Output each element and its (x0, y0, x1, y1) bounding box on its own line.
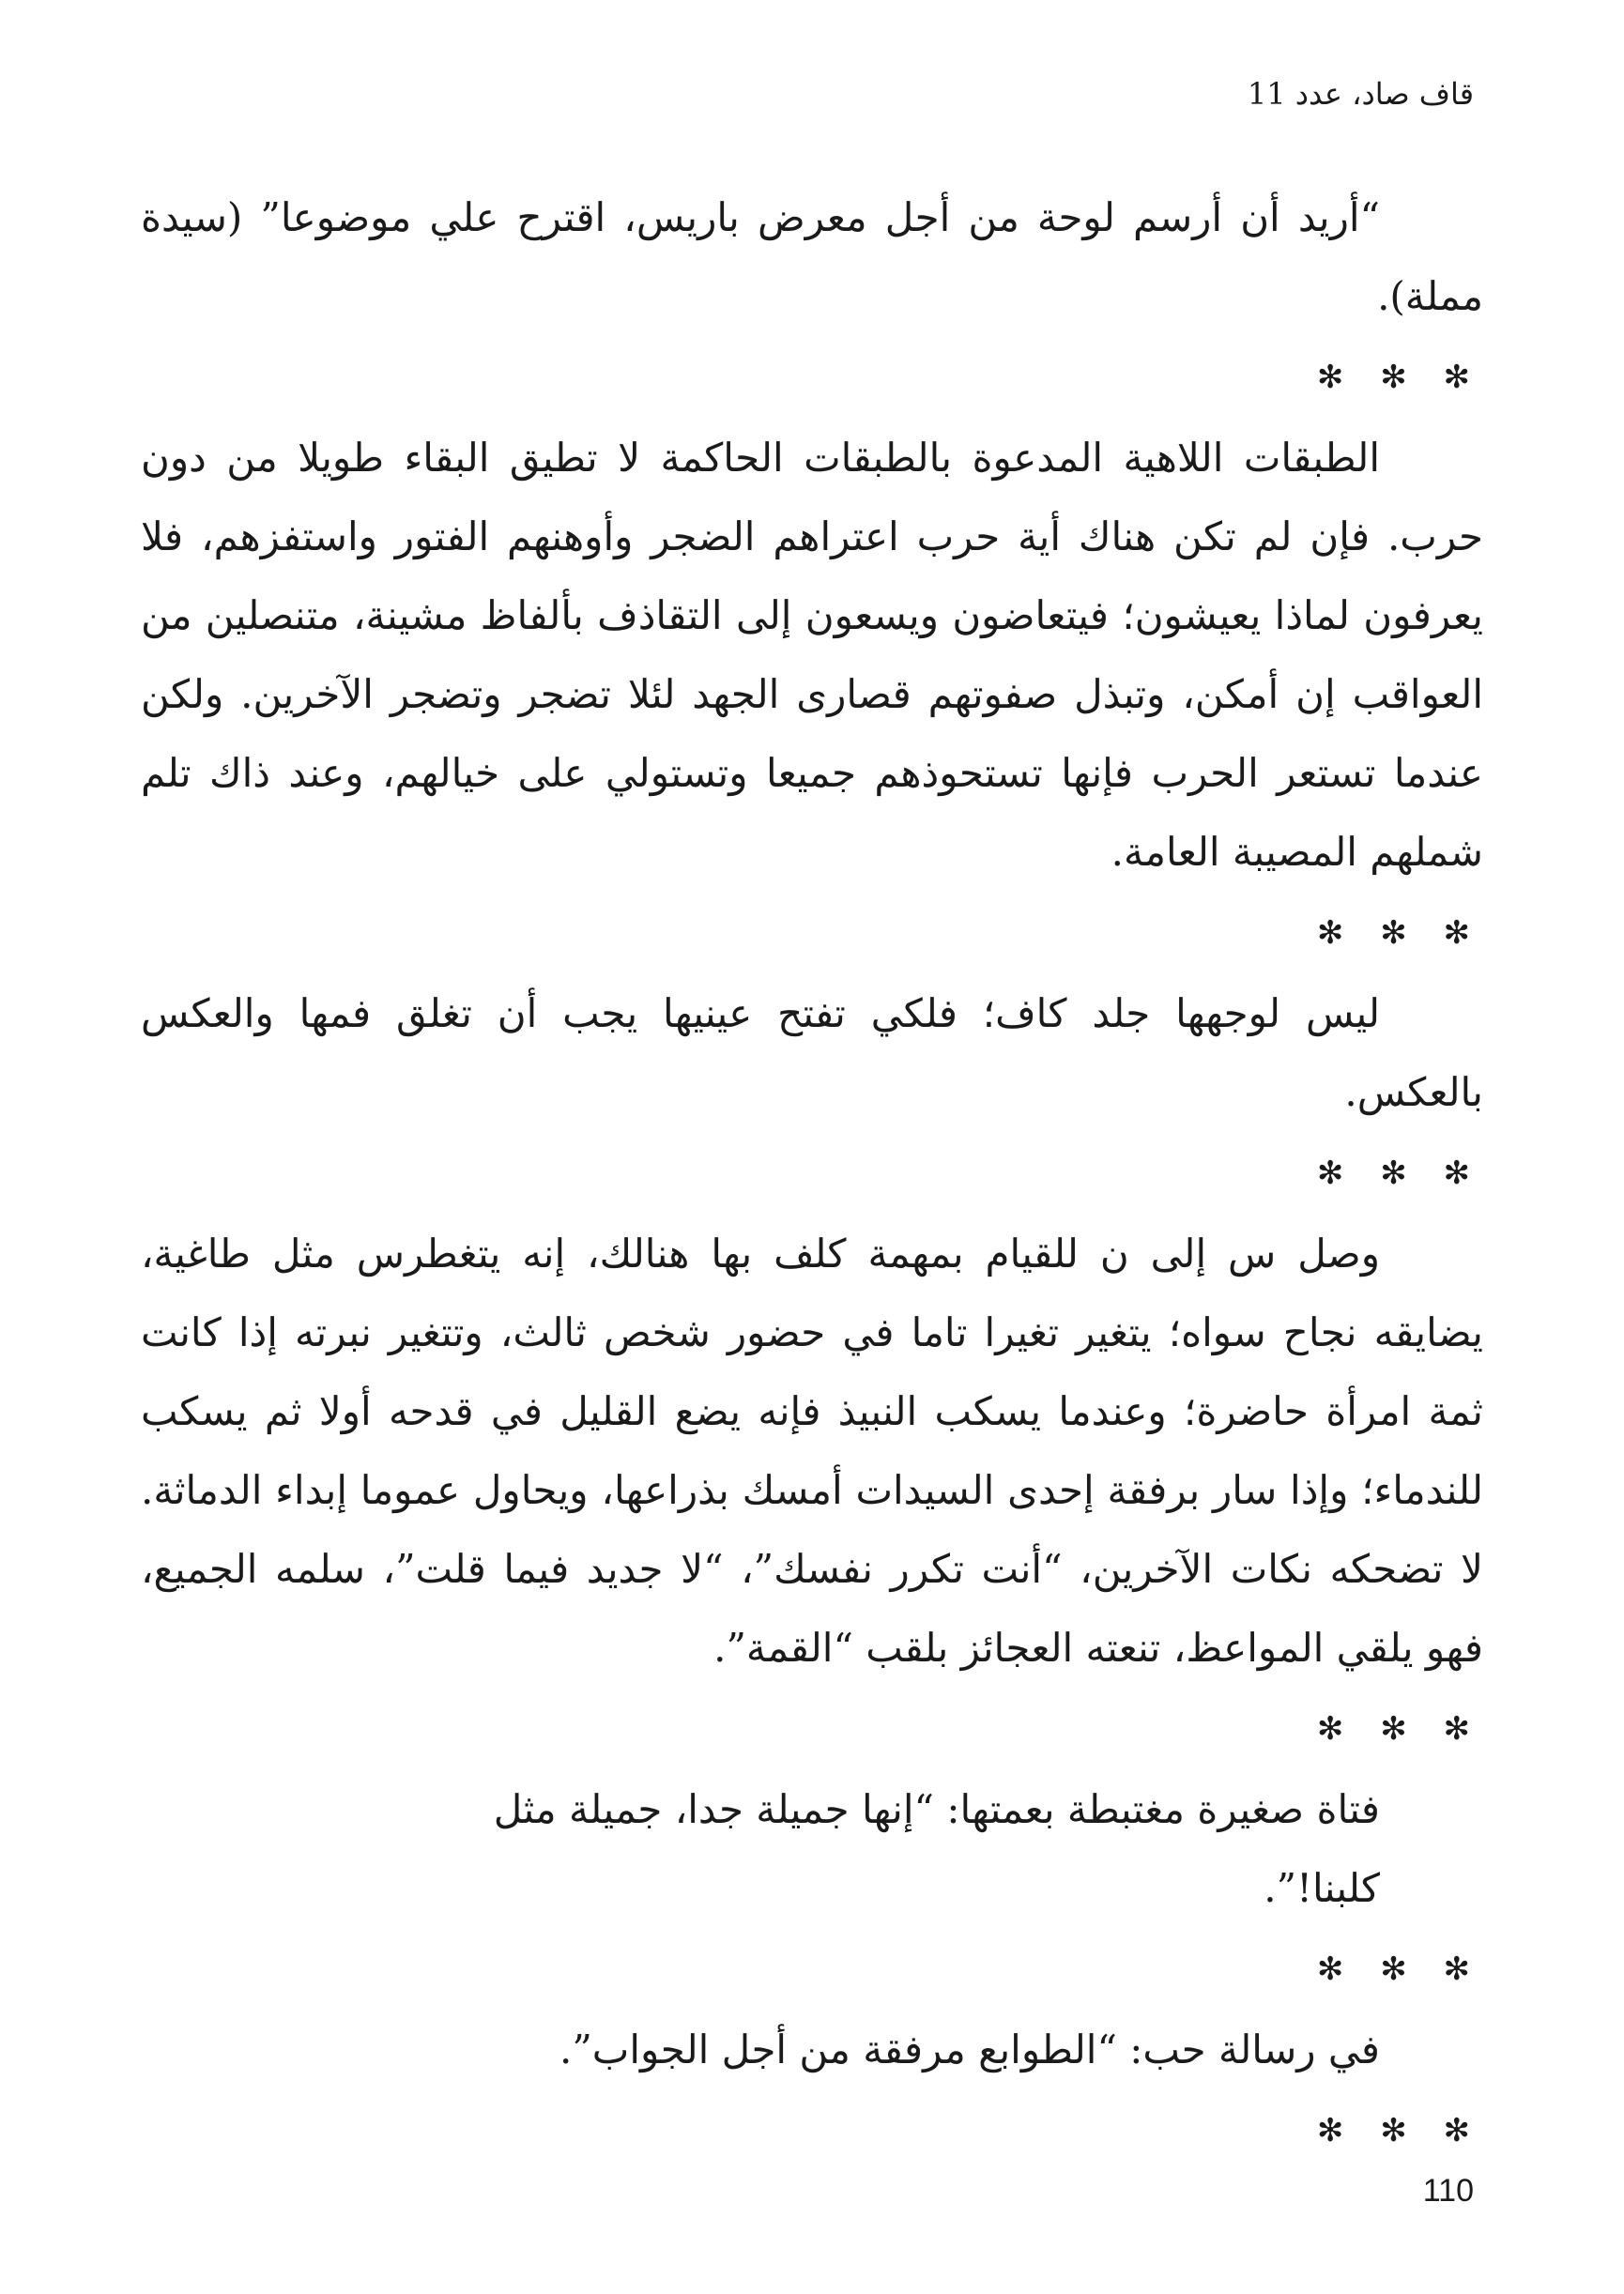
section-separator: ✻ ✻ ✻ (1316, 1155, 1483, 1192)
paragraph-ruling-classes: الطبقات اللاهية المدعوة بالطبقات الحاكمة لا تطيق البقاء طويلا من دون حرب. فإن لم تكن هناك أية حرب اعتراهم الضجر وأوهنهم الفتور واستفزهم، فلا يعرفون لماذا يعيشون؛ فيتعاضون ويسعون إلى التقاذف بألفاظ مشينة، متنصلين من العواقب إن أمكن، وتبذل صفوتهم قصارى الجهد لئلا تضجر وتضجر الآخرين. ولكن عندما تستعر الحرب فإنها تستحوذهم جميعا وتستولي على خيالهم، وعند ذاك تلم شملهم المصيبة العامة. (141, 435, 1483, 875)
section-separator: ✻ ✻ ✻ (1316, 914, 1483, 952)
section-separator: ✻ ✻ ✻ (1316, 2112, 1483, 2149)
page-number: 110 (1422, 2173, 1474, 2209)
section-separator: ✻ ✻ ✻ (1316, 359, 1483, 396)
section-separator: ✻ ✻ ✻ (1316, 1950, 1483, 1988)
paragraph-painting-request: “أريد أن أرسم لوحة من أجل معرض باريس، اقترح علي موضوعا” (سيدة مملة). (141, 194, 1483, 319)
paragraph-her-face: ليس لوجهها جلد كاف؛ فلكي تفتح عينيها يجب أن تغلق فمها والعكس بالعكس. (141, 990, 1483, 1115)
section-separator: ✻ ✻ ✻ (1316, 1710, 1483, 1748)
paragraph-mission: وصل س إلى ن للقيام بمهمة كلف بها هنالك، إنه يتغطرس مثل طاغية، يضايقه نجاح سواه؛ يتغير تغيرا تاما في حضور شخص ثالث، وتتغير نبرته إذا كانت ثمة امرأة حاضرة؛ وعندما يسكب النبيذ فإنه يضع القليل في قدحه أولا ثم يسكب للندماء؛ وإذا سار برفقة إحدى السيدات أمسك بذراعها، ويحاول عموما إبداء الدماثة. لا تضحكه نكات الآخرين، “أنت تكرر نفسك”، “لا جديد فيما قلت”، سلمه الجميع، فهو يلقي المواعظ، تنعته العجائز بلقب “القمة”. (141, 1231, 1483, 1671)
running-header: قاف صاد، عدد 11 (1247, 76, 1474, 112)
paragraph-love-letter: في رسالة حب: “الطوابع مرفقة من أجل الجواب”. (559, 2026, 1380, 2072)
paragraph-little-girl: فتاة صغيرة مغتبطة بعمتها: “إنها جميلة جدا، جميلة مثل كلبنا!”. (493, 1786, 1380, 1911)
body-text (141, 178, 1483, 2172)
